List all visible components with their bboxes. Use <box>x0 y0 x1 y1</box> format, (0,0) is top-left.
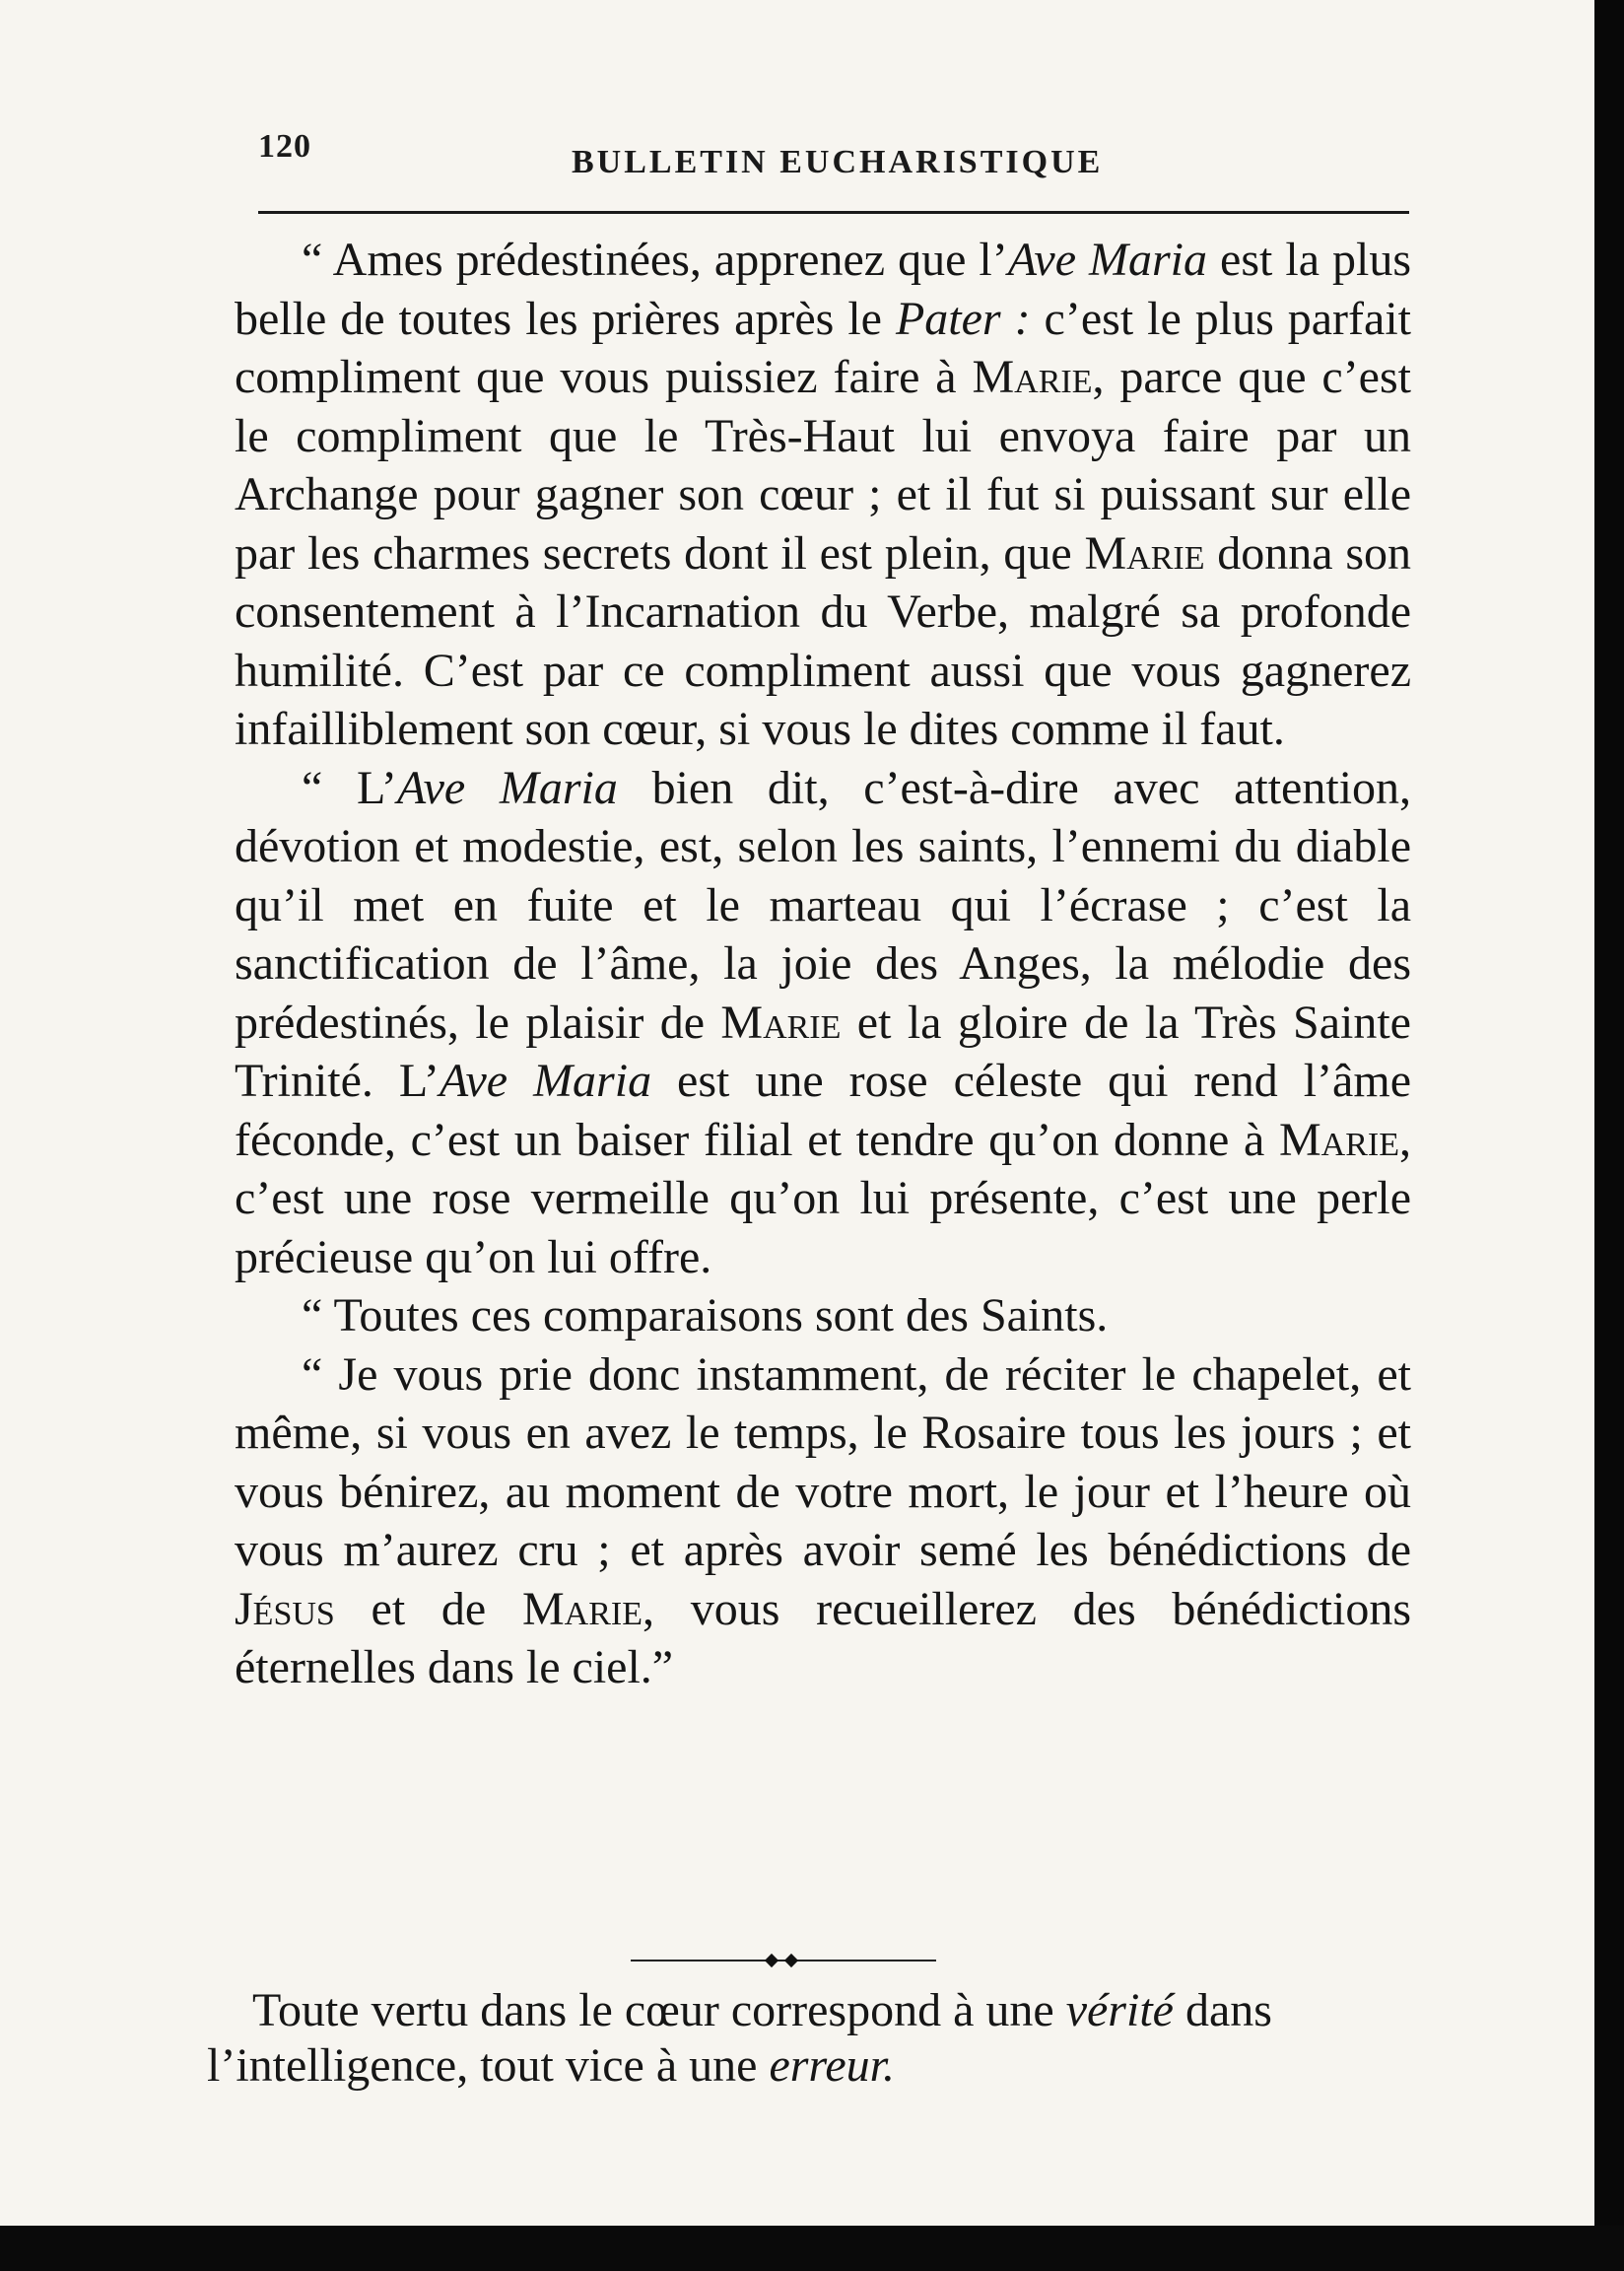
paragraph-1 <box>235 231 1411 759</box>
text-run: Toute vertu dans le cœur correspond à une <box>252 1984 1066 2036</box>
italic-run: Ave Maria <box>396 761 618 814</box>
text-run: est la plus belle de toutes les prières après le <box>235 234 1412 345</box>
running-head: BULLETIN EUCHARISTIQUE <box>572 144 1104 180</box>
text-run: et de <box>334 1582 522 1635</box>
text-run: “ Ames prédestinées, apprenez que l’ <box>302 234 1008 286</box>
maxim-paragraph <box>207 1983 1370 2094</box>
paragraph-4 <box>235 1345 1411 1697</box>
small-caps-run: Marie <box>1084 526 1205 580</box>
text-run: dans l’intelligence, tout vice à une <box>207 1984 1272 2092</box>
main-text <box>235 231 1411 1697</box>
page-number: 120 <box>258 128 311 165</box>
separator-diamond <box>784 1954 798 1967</box>
separator-diamond <box>765 1954 778 1967</box>
small-caps-run: Jésus <box>235 1582 335 1635</box>
small-caps-run: Marie <box>521 1582 643 1635</box>
paragraph-2 <box>235 759 1411 1287</box>
text-run: , parce que c’est le compliment que le Très-Haut lui envoya faire par un Archange pour gagner son cœur ; et il fut si puissant sur elle par les charmes secrets dont il est plein, que <box>235 351 1412 580</box>
text-run: est une rose céleste qui rend l’âme féconde, c’est un baiser filial et tendre qu’on donne à <box>235 1055 1411 1166</box>
italic-run: Pater : <box>895 292 1031 345</box>
text-run: et la gloire de la Très Sainte Trinité. L’ <box>235 996 1411 1107</box>
maxim-text <box>207 1983 1370 2094</box>
text-run: “ Toutes ces comparaisons sont des Saints. <box>302 1289 1109 1342</box>
text-run: donna son consentement à l’Incarnation du Verbe, malgré sa profonde humilité. C’est par ce compliment aussi que vous gagnerez infailliblement son cœur, si vous le dites comme il faut. <box>235 526 1412 755</box>
ornament-separator <box>631 1957 936 1964</box>
text-run: , vous recueillerez des bénédictions éternelles dans le ciel.” <box>235 1582 1411 1693</box>
small-caps-run: Marie <box>720 996 842 1049</box>
italic-run: Ave Maria <box>1007 234 1208 286</box>
small-caps-run: Marie <box>972 351 1093 403</box>
small-caps-run: Marie <box>1278 1113 1399 1166</box>
italic-run: Ave Maria <box>439 1055 652 1107</box>
header-rule <box>258 211 1409 214</box>
paragraph-3 <box>235 1286 1411 1345</box>
text-run: bien dit, c’est-à-dire avec attention, dévotion et modestie, est, selon les saints, l’ennemi du diable qu’il met en fuite et le marteau qui l’écrase ; c’est la sanctification de l’âme, la joie des Anges, la mélodie des prédestinés, le plaisir de <box>235 761 1412 1049</box>
text-run: “ Je vous prie donc instamment, de réciter le chapelet, et même, si vous en avez le temps, le Rosaire tous les jours ; et vous bénirez, au moment de votre mort, le jour et l’heure où vous m’aurez cru ; et après avoir semé les bénédictions de <box>235 1347 1411 1576</box>
scan-border-bottom <box>0 2226 1624 2271</box>
text-run: , c’est une rose vermeille qu’on lui présente, c’est une perle précieuse qu’on lui offre. <box>235 1113 1411 1283</box>
text-run: c’est le plus parfait compliment que vous puissiez faire à <box>235 292 1412 403</box>
text-run: “ L’ <box>302 761 397 814</box>
italic-run: erreur. <box>769 2039 895 2092</box>
scan-border-right <box>1594 0 1624 2271</box>
italic-run: vérité <box>1065 1984 1174 2036</box>
